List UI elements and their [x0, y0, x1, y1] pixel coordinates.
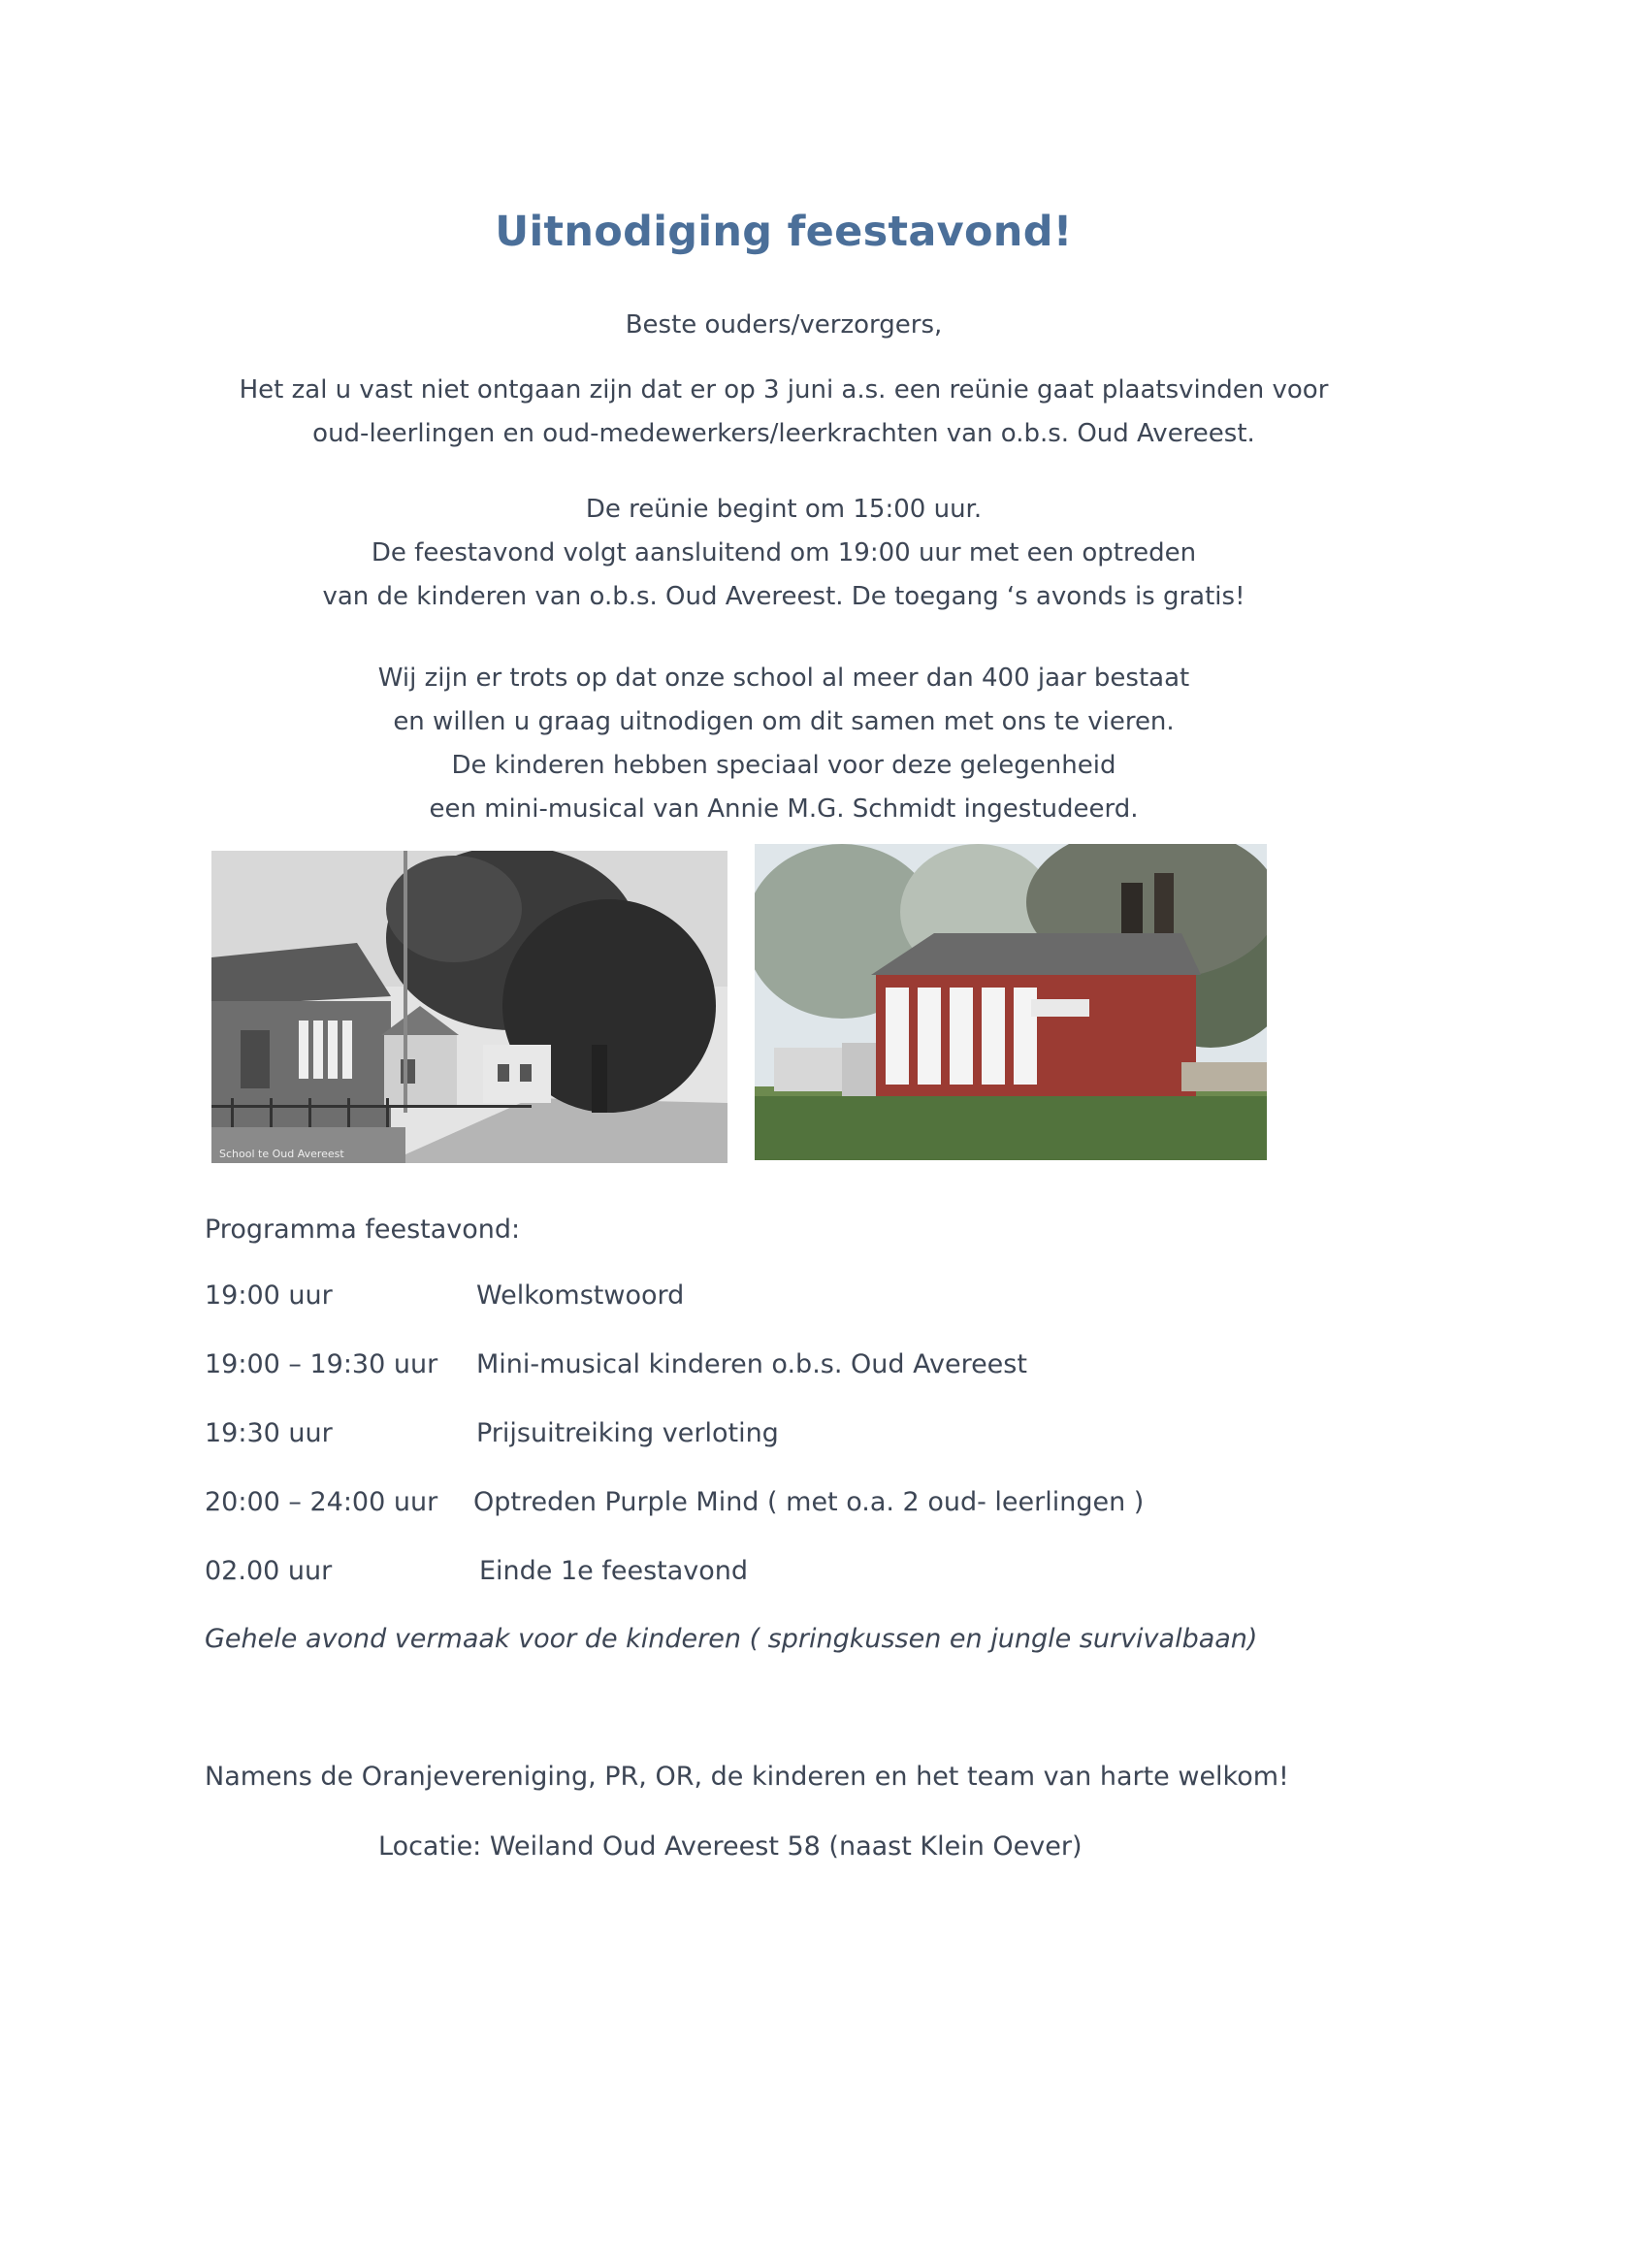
program-time: 20:00 – 24:00 uur [205, 1487, 438, 1517]
program-desc: Optreden Purple Mind ( met o.a. 2 oud- leerlingen ) [473, 1487, 1145, 1517]
new-school-photo [755, 844, 1267, 1160]
pride-line: en willen u graag uitnodigen om dit samen met ons te vieren. [393, 707, 1175, 736]
greeting: Beste ouders/verzorgers, [625, 310, 943, 340]
schedule-line: De reünie begint om 15:00 uur. [585, 495, 983, 524]
schedule-line: van de kinderen van o.b.s. Oud Avereest. De toegang ‘s avonds is gratis! [322, 582, 1245, 611]
page-title: Uitnodiging feestavond! [495, 208, 1073, 256]
pride-line: een mini-musical van Annie M.G. Schmidt ingestudeerd. [429, 794, 1139, 824]
program-desc: Prijsuitreiking verloting [476, 1418, 779, 1448]
program-time: 19:00 uur [205, 1280, 333, 1311]
program-time: 02.00 uur [205, 1556, 333, 1586]
intro-paragraph [0, 369, 1568, 456]
old-school-photo [211, 851, 728, 1163]
intro-line: Het zal u vast niet ontgaan zijn dat er op 3 juni a.s. een reünie gaat plaatsvinden voor [239, 375, 1329, 405]
program-desc: Welkomstwoord [476, 1280, 685, 1311]
location-text: Locatie: Weiland Oud Avereest 58 (naast Klein Oever) [378, 1831, 1083, 1862]
program-time: 19:00 – 19:30 uur [205, 1349, 438, 1379]
schedule-paragraph [0, 488, 1568, 619]
schedule-line: De feestavond volgt aansluitend om 19:00 uur met een optreden [371, 538, 1197, 567]
intro-line: oud-leerlingen en oud-medewerkers/leerkrachten van o.b.s. Oud Avereest. [312, 419, 1255, 448]
program-desc: Einde 1e feestavond [479, 1556, 749, 1586]
closing-text: Namens de Oranjevereniging, PR, OR, de kinderen en het team van harte welkom! [205, 1762, 1289, 1792]
pride-line: De kinderen hebben speciaal voor deze gelegenheid [451, 751, 1116, 780]
pride-paragraph [0, 657, 1568, 831]
program-desc: Mini-musical kinderen o.b.s. Oud Avereest [476, 1349, 1027, 1379]
program-heading: Programma feestavond: [205, 1215, 521, 1245]
children-entertainment-note: Gehele avond vermaak voor de kinderen ( springkussen en jungle survivalbaan) [205, 1624, 1258, 1654]
old-photo-caption: School te Oud Avereest [219, 1148, 344, 1160]
pride-line: Wij zijn er trots op dat onze school al meer dan 400 jaar bestaat [377, 664, 1190, 693]
program-time: 19:30 uur [205, 1418, 333, 1448]
